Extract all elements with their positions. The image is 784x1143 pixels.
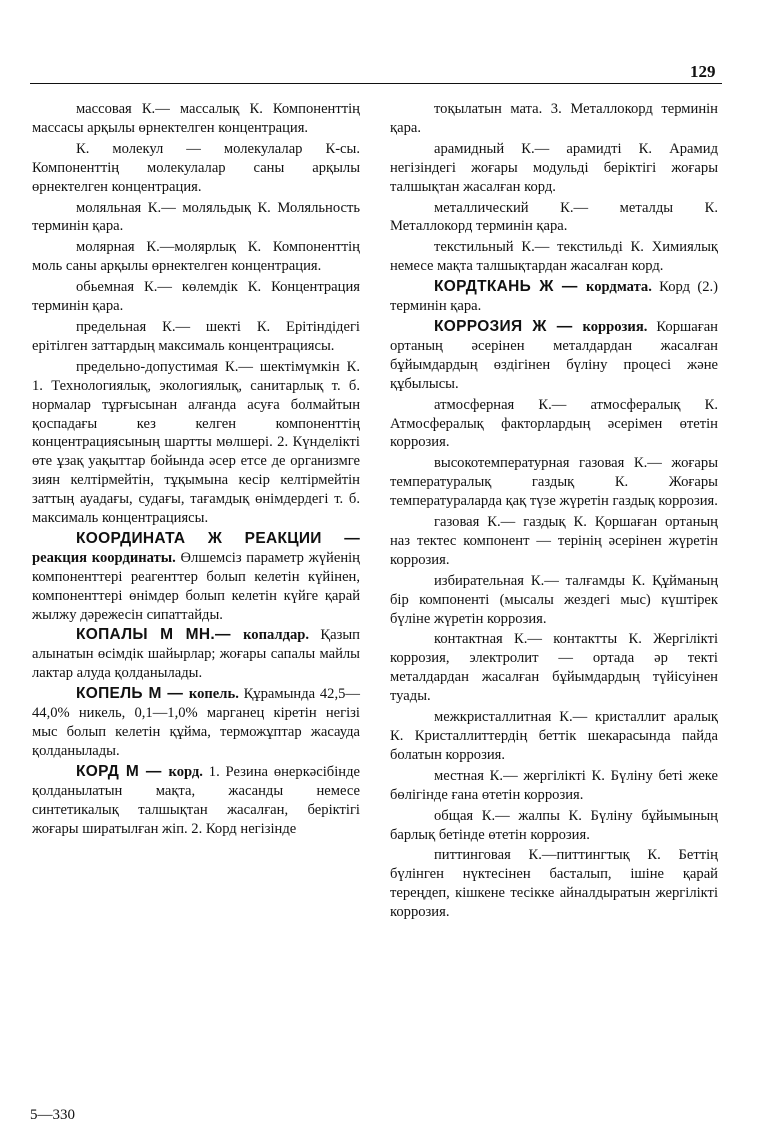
dictionary-entry — [32, 530, 360, 625]
entry-text: питтинговая К.—питтингтық К. Беттің бүлінген нүктесінен басталып, ішіне қарай тереңдеп, кішкене тесікке айналдыратын жергілікті коррозия. — [390, 847, 718, 921]
dictionary-entry — [32, 763, 360, 839]
entry-text: текстильный К.— текстильді К. Химиялық немесе мақта талшықтардан жасалған корд. — [390, 239, 718, 275]
dictionary-entry — [32, 199, 360, 237]
dictionary-entry — [32, 685, 360, 761]
entry-text: тоқылатын мата. 3. Металлокорд терминін қара. — [390, 101, 718, 136]
dictionary-entry — [390, 238, 718, 276]
entry-text: 1. Резина өнеркәсібінде қолданылатын мақта, жасанды немесе синтетикалық талшықтан жасалған, беріктігі жоғары ширатылған жіп. 2. Корд негізінде — [32, 763, 360, 837]
entry-text: молярная К.—молярлық К. Компоненттің моль саны арқылы өрнектелген концентрация. — [32, 239, 360, 275]
entry-text: атмосферная К.— атмосфералық К. Атмосфералық факторлардың әсерімен өтетін коррозия. — [390, 396, 718, 451]
entry-text: межкристаллитная К.— кристаллит аралық К. Кристаллиттердің беттік шекарасында пайда болатын коррозия. — [390, 709, 718, 763]
left-column — [32, 100, 360, 840]
dictionary-entry — [390, 318, 718, 394]
entry-translation: копалдар. — [243, 627, 310, 644]
dictionary-entry — [390, 100, 718, 138]
dictionary-entry — [32, 278, 360, 316]
dictionary-entry — [32, 318, 360, 356]
entry-text: Қазып алынатын өсімдік шайырлар; жоғары сапалы майлы лактар алуда қолданылады. — [32, 627, 360, 682]
dictionary-entry — [390, 767, 718, 805]
right-column — [390, 100, 718, 924]
entry-headword: КООРДИНАТА Ж РЕАКЦИИ — — [76, 529, 360, 547]
entry-text: общая К.— жалпы К. Бүліну бұйымының барлық бетінде өтетін коррозия. — [390, 807, 718, 843]
dictionary-entry — [390, 846, 718, 922]
dictionary-entry — [390, 199, 718, 237]
dictionary-entry — [32, 626, 360, 683]
dictionary-entry — [390, 572, 718, 629]
entry-translation: копель. — [188, 686, 239, 703]
entry-text: моляльная К.— моляльдық К. Моляльность терминін қара. — [32, 199, 360, 235]
entry-translation: коррозия. — [582, 318, 648, 335]
entry-text: Коршаған ортаның әсерінен металдардан жасалған бұйымдардың өздігінен бүліну процесі және құбылысы. — [390, 318, 718, 392]
dictionary-entry — [32, 358, 360, 528]
entry-text: предельная К.— шекті К. Ерітіндідегі ерітілген заттардың максималь концентрациясы. — [32, 318, 360, 354]
dictionary-entry — [32, 100, 360, 138]
entry-text: арамидный К.— арамидті К. Арамид негізіндегі жоғары модульді беріктігі жоғары талшықтан жасалған корд. — [390, 140, 718, 195]
entry-text: предельно-допустимая К.— шектімүмкін К. 1. Технологиялық, экологиялық, санитарлық т. б. нормалар тұрғысынан алғанда асуға болмайтын қоспадағы кез келген компоненттің концентрациясының шартты мөлшері. 2. Күнделікті өте ұзақ уақыттар бойында әсер етсе де организмге зиян келтірмейтін, тұқымына кесір келтірмейтін заттың ауадағы, судағы, тағамдық өнімдердегі т. б. максималь концентрациясы. — [32, 358, 360, 527]
dictionary-entry — [390, 513, 718, 570]
entry-headword: КОРД М — — [76, 762, 169, 780]
dictionary-entry — [390, 454, 718, 511]
entry-text: обьемная К.— көлемдік К. Концентрация терминін қара. — [32, 279, 360, 315]
dictionary-entry — [390, 278, 718, 316]
entry-translation: реакция координаты. — [32, 549, 176, 566]
dictionary-entry — [390, 807, 718, 845]
entry-headword: КОПАЛЫ М МН.— — [76, 626, 244, 644]
entry-translation: кордмата. — [586, 279, 652, 296]
dictionary-entry — [390, 708, 718, 765]
dictionary-entry — [32, 140, 360, 197]
dictionary-entry — [390, 140, 718, 197]
entry-headword: КОРРОЗИЯ Ж — — [434, 317, 583, 335]
entry-text: высокотемпературная газовая К.— жоғары температуралық газдық К. Жоғары температураларда қақ түзе жүретін газдық коррозия. — [390, 455, 718, 510]
header-rule — [30, 83, 722, 84]
entry-text: газовая К.— газдық К. Қоршаған ортаның наз тектес компонент — терінің әсерінен жүретін коррозия. — [390, 514, 718, 568]
entry-text: массовая К.— массалық К. Компоненттің массасы арқылы өрнектелген концентрация. — [32, 101, 360, 136]
entry-text: Өлшемсіз параметр жүйенің компоненттері реагенттер болып келетін күйінен, компоненттері өнімдер болып келетін күйге қарай жылжу дәрежесін сипаттайды. — [32, 549, 360, 623]
entry-text: избирательная К.— талғамды К. Құйманың бір компоненті (мысалы жездегі мыс) күштірек бүліне жүретін коррозия. — [390, 572, 718, 627]
entry-text: контактная К.— контактты К. Жергілікті коррозия, электролит — ортада әр текті металдардан жасалған бұйымдардың түйісуінен туады. — [390, 631, 718, 705]
dictionary-entry — [390, 630, 718, 706]
entry-translation: корд. — [168, 763, 203, 780]
page-number: 129 — [690, 62, 716, 81]
entry-text: металлический К.— металды К. Металлокорд терминін қара. — [390, 199, 718, 235]
dictionary-entry — [390, 396, 718, 453]
entry-text: Құрамында 42,5—44,0% никель, 0,1—1,0% марганец кіретін негізі мыс болып келетін құйма, терможұптар жасауда қолданылады. — [32, 686, 360, 759]
entry-text: Корд (2.) терминін қара. — [390, 279, 718, 315]
entry-headword: КОПЕЛЬ М — — [76, 685, 189, 703]
entry-text: местная К.— жергілікті К. Бүліну беті жеке бөлігінде ғана өтетін коррозия. — [390, 767, 718, 803]
footer-signature: 5—330 — [30, 1107, 75, 1123]
entry-headword: КОРДТКАНЬ Ж — — [434, 278, 586, 296]
dictionary-entry — [32, 238, 360, 276]
entry-text: К. молекул — молекулалар К-сы. Компоненттің молекулалар саны арқылы өрнектелген концентрация. — [32, 140, 360, 195]
